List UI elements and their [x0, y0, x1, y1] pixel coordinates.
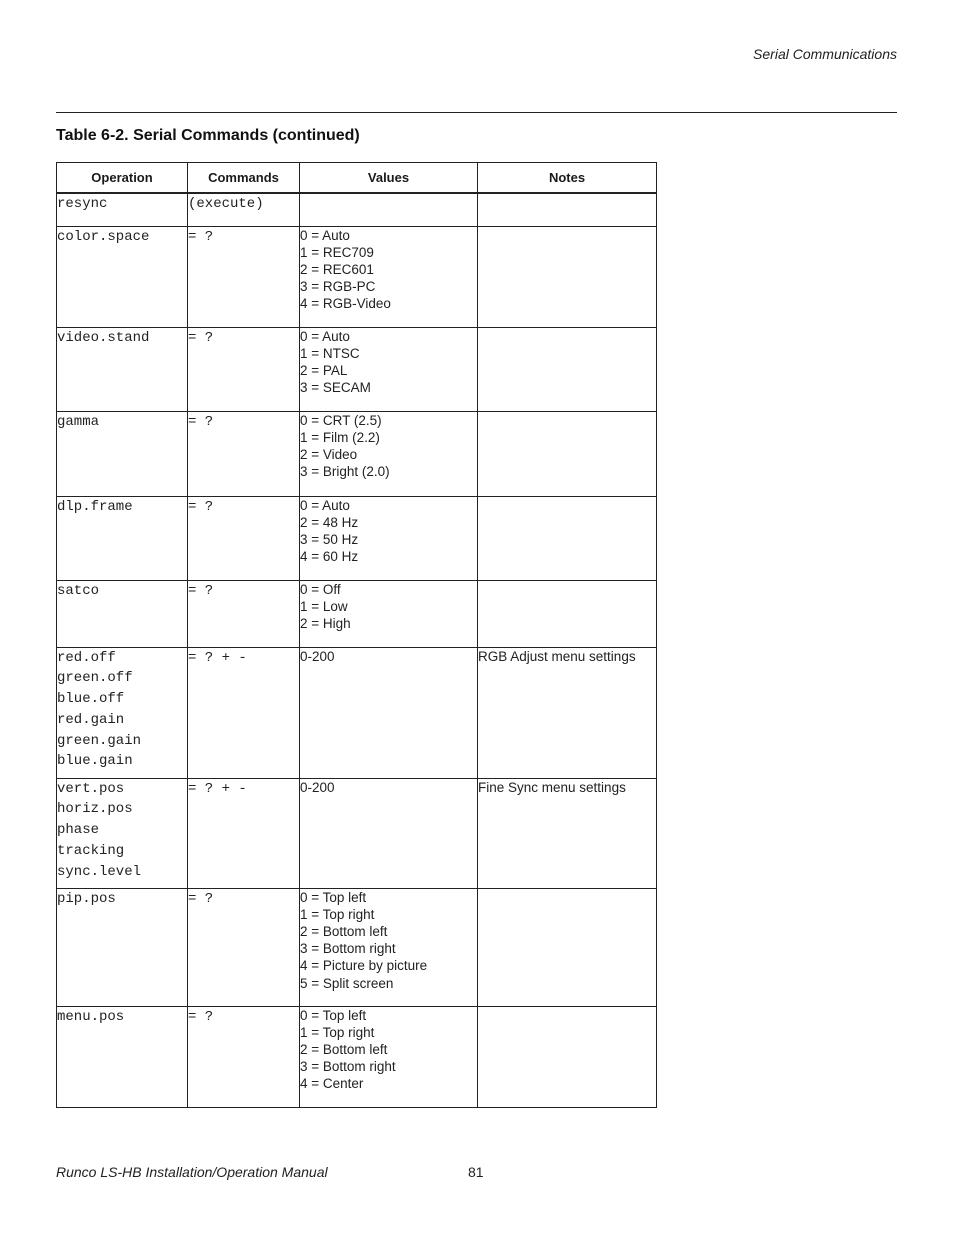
serial-commands-table — [56, 162, 657, 1108]
table-row — [57, 193, 657, 226]
value-option: 0 = Auto — [300, 497, 350, 513]
value-option: 4 = RGB-Video — [300, 296, 391, 312]
operation-name: pip.pos — [57, 890, 116, 907]
values-cell — [300, 193, 478, 226]
notes-cell — [478, 888, 657, 1006]
operation-cell — [57, 647, 188, 778]
value-option: 0 = Top left — [300, 889, 367, 905]
operation-name: blue.gain — [57, 753, 133, 770]
commands-cell: = ? — [188, 496, 300, 580]
value-option: 1 = NTSC — [300, 345, 360, 361]
operation-name: tracking — [57, 842, 125, 859]
operation-name: green.off — [57, 670, 133, 687]
commands-cell: = ? — [188, 888, 300, 1006]
operation-name: vert.pos — [57, 780, 125, 797]
operation-cell — [57, 888, 188, 1006]
operation-cell — [57, 226, 188, 327]
value-option: 0 = Auto — [300, 328, 350, 344]
table-row — [57, 411, 657, 496]
operation-name: color.space — [57, 228, 150, 245]
value-option: 4 = Picture by picture — [300, 958, 428, 974]
column-header-commands: Commands — [188, 163, 300, 194]
operation-name: menu.pos — [57, 1008, 125, 1025]
running-header: Serial Communications — [753, 46, 897, 62]
values-cell — [300, 226, 478, 327]
operation-name: resync — [57, 196, 108, 212]
value-option: 3 = Bright (2.0) — [300, 464, 390, 480]
notes-cell: Fine Sync menu settings — [478, 778, 657, 888]
values-cell — [300, 496, 478, 580]
notes-cell — [478, 580, 657, 647]
operation-name: red.off — [57, 649, 116, 666]
value-option: 0 = Off — [300, 581, 341, 597]
value-option: 2 = REC601 — [300, 261, 374, 277]
column-header-values: Values — [300, 163, 478, 194]
value-option: 0 = Top left — [300, 1007, 367, 1023]
notes-cell — [478, 226, 657, 327]
notes-cell — [478, 411, 657, 496]
commands-cell: = ? — [188, 226, 300, 327]
operation-cell — [57, 496, 188, 580]
commands-cell: (execute) — [188, 193, 300, 226]
value-option: 2 = Bottom left — [300, 1041, 388, 1057]
values-cell — [300, 580, 478, 647]
operation-name: phase — [57, 822, 100, 839]
operation-cell — [57, 580, 188, 647]
table-row — [57, 1006, 657, 1107]
notes-cell — [478, 327, 657, 411]
values-cell — [300, 888, 478, 1006]
table-row — [57, 496, 657, 580]
operation-cell — [57, 1006, 188, 1107]
commands-cell: = ? — [188, 411, 300, 496]
column-header-notes: Notes — [478, 163, 657, 194]
value-option: 4 = 60 Hz — [300, 549, 359, 565]
operation-name: blue.off — [57, 691, 125, 708]
value-option: 1 = Top right — [300, 906, 375, 922]
value-option: 0-200 — [300, 648, 335, 664]
values-cell — [300, 327, 478, 411]
table-row — [57, 888, 657, 1006]
commands-cell: = ? + - — [188, 778, 300, 888]
value-option: 2 = Video — [300, 446, 358, 462]
values-cell — [300, 1006, 478, 1107]
operation-name: red.gain — [57, 711, 125, 728]
notes-cell — [478, 1006, 657, 1107]
operation-name: gamma — [57, 413, 100, 430]
header-rule — [56, 112, 897, 113]
value-option: 2 = Bottom left — [300, 923, 388, 939]
value-option: 3 = Bottom right — [300, 941, 396, 957]
table-row — [57, 327, 657, 411]
table-row — [57, 580, 657, 647]
footer-manual-title: Runco LS-HB Installation/Operation Manual — [56, 1164, 328, 1180]
value-option: 3 = SECAM — [300, 380, 371, 396]
value-option: 2 = High — [300, 615, 351, 631]
value-option: 1 = Film (2.2) — [300, 429, 380, 445]
operation-name: dlp.frame — [57, 498, 133, 515]
notes-cell: RGB Adjust menu settings — [478, 647, 657, 778]
operation-name: sync.level — [57, 863, 142, 880]
operation-cell — [57, 778, 188, 888]
commands-cell: = ? — [188, 1006, 300, 1107]
value-option: 0-200 — [300, 779, 335, 795]
table-title: Table 6-2. Serial Commands (continued) — [56, 127, 360, 144]
values-cell — [300, 647, 478, 778]
values-cell — [300, 778, 478, 888]
value-option: 1 = Top right — [300, 1024, 375, 1040]
value-option: 0 = CRT (2.5) — [300, 412, 382, 428]
operation-name: green.gain — [57, 732, 142, 749]
operation-cell — [57, 193, 188, 226]
value-option: 3 = 50 Hz — [300, 531, 359, 547]
operation-name: video.stand — [57, 329, 150, 346]
operation-name: horiz.pos — [57, 801, 133, 818]
commands-cell: = ? + - — [188, 647, 300, 778]
commands-cell: = ? — [188, 327, 300, 411]
value-option: 3 = RGB-PC — [300, 279, 376, 295]
value-option: 4 = Center — [300, 1076, 364, 1092]
table-row — [57, 778, 657, 888]
operation-name: satco — [57, 582, 100, 599]
value-option: 0 = Auto — [300, 227, 350, 243]
notes-cell — [478, 496, 657, 580]
value-option: 1 = Low — [300, 598, 348, 614]
values-cell — [300, 411, 478, 496]
operation-cell — [57, 327, 188, 411]
page-number: 81 — [468, 1164, 484, 1180]
table-row — [57, 226, 657, 327]
table-row — [57, 647, 657, 778]
commands-cell: = ? — [188, 580, 300, 647]
table-header-row — [57, 163, 657, 194]
column-header-operation: Operation — [57, 163, 188, 194]
value-option: 1 = REC709 — [300, 244, 374, 260]
value-option: 2 = 48 Hz — [300, 514, 359, 530]
operation-cell — [57, 411, 188, 496]
value-option: 5 = Split screen — [300, 975, 394, 991]
value-option: 3 = Bottom right — [300, 1059, 396, 1075]
notes-cell — [478, 193, 657, 226]
value-option: 2 = PAL — [300, 362, 348, 378]
